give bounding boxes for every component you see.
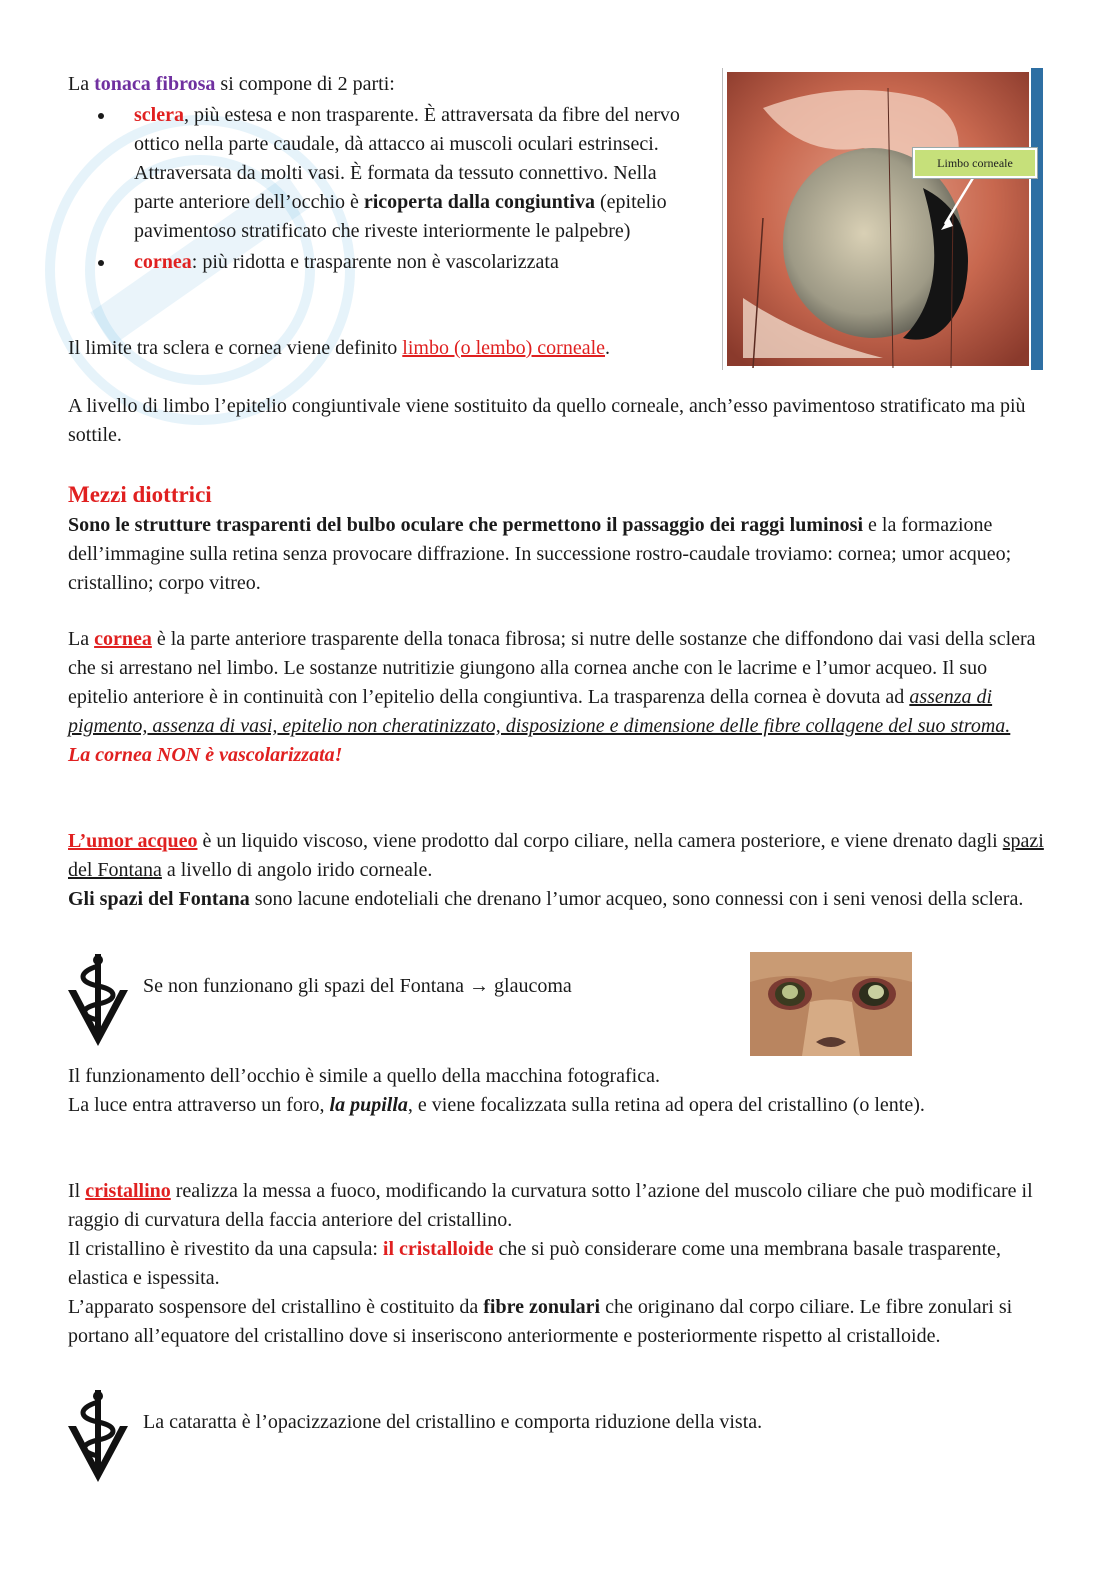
intro-suffix: si compone di 2 parti:	[215, 73, 395, 95]
mezzi-paragraph	[68, 511, 1048, 598]
term-sclera: sclera	[134, 104, 184, 126]
funzionamento-text-1: La luce entra attraverso un foro,	[68, 1094, 330, 1116]
limbo-line	[68, 334, 708, 363]
note-cataratta: La cataratta è l’opacizzazione del cristallino e comporta riduzione della vista.	[143, 1411, 763, 1433]
cornea-text: : più ridotta e trasparente non è vascolarizzata	[191, 251, 559, 273]
cristallino-paragraph	[68, 1177, 1048, 1351]
limbo-link[interactable]: limbo (o lembo) corneale	[402, 337, 606, 359]
umor-text: è un liquido viscoso, viene prodotto dal corpo ciliare, nella camera posteriore, e viene drenato dagli	[197, 830, 1003, 852]
cristallino-text-2: Il cristallino è rivestito da una capsula:	[68, 1238, 383, 1260]
term-pupilla: la pupilla	[329, 1094, 408, 1116]
cristallino-text-5: che originano dal corpo ciliare. Le fibre zonulari si portano all’equatore del cristallino dove si inseriscono anteriormente e posteriormente rispetto al cristalloide.	[68, 1296, 1013, 1347]
bullet-dot	[98, 113, 104, 119]
list-item-cornea	[68, 248, 694, 277]
sclera-text: , più estesa e non trasparente. È attraversata da fibre del nervo ottico nella parte caudale, dà attacco ai muscoli oculari estrinseci. Attraversata da molti vasi. È formata da tessuto connettivo. Nella parte anteriore dell’occhio è	[134, 104, 680, 213]
funzionamento-text-2: , e viene focalizzata sulla retina ad opera del cristallino (o lente).	[407, 1094, 925, 1116]
veterinary-caduceus-icon	[66, 1388, 130, 1484]
umor-text-3: sono lacune endoteliali che drenano l’umor acqueo, sono connessi con i seni venosi della sclera.	[249, 888, 1024, 910]
cornea-warning: La cornea NON è vascolarizzata!	[68, 744, 343, 766]
umor-paragraph	[68, 827, 1048, 914]
sclera-text-end: (epitelio pavimentoso stratificato che riveste interiormente le palpebre)	[134, 191, 667, 242]
intro-line	[68, 70, 708, 99]
spazi-fontana-link[interactable]: spazi del Fontana	[68, 830, 1044, 881]
bullet-dot	[98, 260, 104, 266]
bullet-list	[68, 101, 708, 277]
term-tonaca-fibrosa: tonaca fibrosa	[94, 73, 216, 95]
mezzi-text: e la formazione dell’immagine sulla retina senza provocare diffrazione. In successione rostro-caudale troviamo: cornea; umor acqueo; cristallino; corpo vitreo.	[68, 514, 1012, 594]
term-cristalloide: il cristalloide	[382, 1238, 494, 1260]
term-cornea-link[interactable]: cornea	[94, 628, 152, 650]
callout-limbo-corneale: Limbo corneale	[913, 148, 1037, 178]
sclera-bold: ricoperta dalla congiuntiva	[363, 191, 595, 213]
list-item-sclera	[68, 101, 694, 246]
cornea-prefix: La	[68, 628, 95, 650]
limbo-prefix: Il limite tra sclera e cornea viene definito	[68, 337, 403, 359]
cristallino-prefix: Il	[68, 1180, 86, 1202]
cristallino-text-4: L’apparato sospensore del cristallino è costituito da	[68, 1296, 484, 1318]
mezzi-bold: Sono le strutture trasparenti del bulbo oculare che permettono il passaggio dei raggi luminosi	[68, 514, 864, 536]
spazi-fontana-bold: Gli spazi del Fontana	[68, 888, 250, 910]
cristallino-text-1: realizza la messa a fuoco, modificando la curvatura sotto l’azione del muscolo ciliare che può modificare il raggio di curvatura della faccia anteriore del cristallino.	[68, 1180, 1033, 1231]
note-glaucoma: Se non funzionano gli spazi del Fontana → glaucoma	[143, 975, 572, 997]
cornea-italic: assenza di pigmento, assenza di vasi, epitelio non cheratinizzato, disposizione e dimensione delle fibre collagene del suo stroma.	[68, 686, 1011, 737]
dog-eyes-photo	[750, 952, 912, 1056]
term-cristallino[interactable]: cristallino	[85, 1180, 171, 1202]
cristallino-text-3: che si può considerare come una membrana basale trasparente, elastica e ispessita.	[68, 1238, 1002, 1289]
cornea-body: è la parte anteriore trasparente della tonaca fibrosa; si nutre delle sostanze che diffondono dai vasi della sclera che si arrestano nel limbo. Le sostanze nutritizie giungono alla cornea anche con le lacrime e l’umor acqueo. Il suo epitelio anteriore è in continuità con l’epitelio della congiuntiva. La trasparenza della cornea è dovuta ad	[68, 628, 1036, 708]
term-umor-acqueo[interactable]: L’umor acqueo	[68, 830, 198, 852]
term-cornea: cornea	[134, 251, 192, 273]
eye-anatomy-photo	[722, 68, 1043, 370]
veterinary-caduceus-icon	[66, 952, 130, 1048]
limbo-epitelio-paragraph: A livello di limbo l’epitelio congiuntivale viene sostituito da quello corneale, anch’esso pavimentoso stratificato ma più sottile.	[68, 395, 1026, 446]
term-fibre-zonulari: fibre zonulari	[483, 1296, 601, 1318]
funzionamento-paragraph	[68, 1062, 1048, 1120]
umor-text-2: a livello di angolo irido corneale.	[161, 859, 433, 881]
limbo-suffix: .	[605, 337, 611, 359]
section-heading-mezzi-diottrici: Mezzi diottrici	[68, 482, 212, 507]
funzionamento-line-1: Il funzionamento dell’occhio è simile a quello della macchina fotografica.	[68, 1065, 660, 1087]
cornea-paragraph	[68, 625, 1048, 770]
intro-prefix: La	[68, 73, 95, 95]
